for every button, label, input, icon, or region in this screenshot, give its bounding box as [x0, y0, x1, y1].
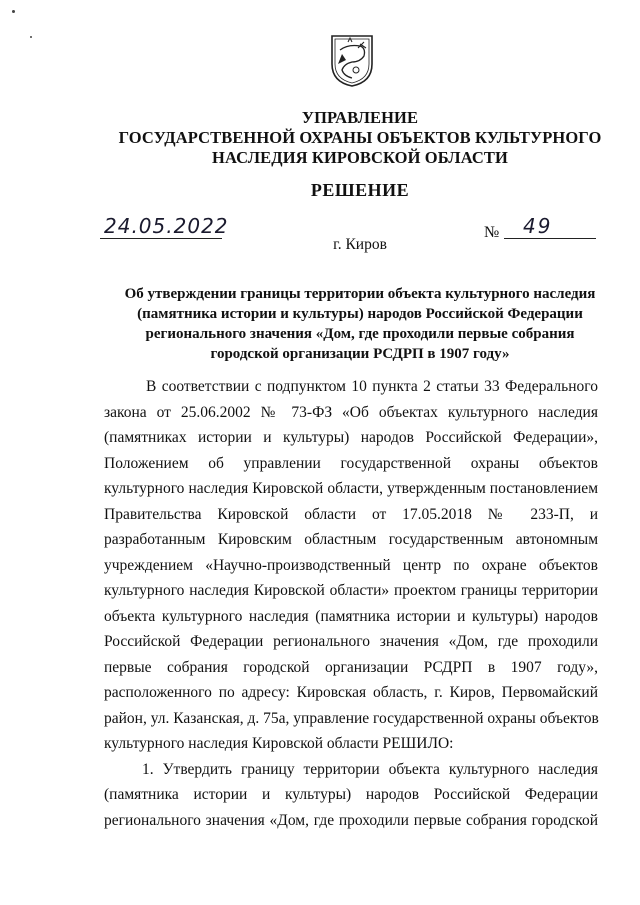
decision-subject: [100, 284, 620, 364]
body-line: (памятника истории и культуры) народов Российской Федерации: [104, 786, 598, 803]
handwritten-date: 24.05.2022: [104, 214, 229, 238]
subject-line: (памятника истории и культуры) народов Российской Федерации: [137, 306, 583, 322]
body-line: закона от 25.06.2002 № 73-ФЗ «Об объектах культурного наследия: [104, 403, 598, 421]
body-line: район, ул. Казанская, д. 75а, управление государственной охраны объектов: [104, 709, 599, 727]
body-line: культурного наследия Кировской области, утвержденным постановлением: [104, 480, 598, 497]
org-line: НАСЛЕДИЯ КИРОВСКОЙ ОБЛАСТИ: [212, 148, 508, 167]
coat-of-arms-emblem: [330, 34, 374, 88]
organization-name: [100, 108, 620, 168]
org-line: УПРАВЛЕНИЕ: [301, 108, 419, 127]
number-sign: №: [484, 224, 500, 241]
city-label: г. Киров: [333, 236, 387, 253]
subject-line: городской организации РСДРП в 1907 году»: [210, 346, 510, 362]
body-line: первые собрания городской организации РСДРП в 1907 году»,: [104, 658, 598, 676]
scan-speck: [12, 10, 15, 13]
body-line: Положением об управлении государственной охраны объектов: [104, 454, 598, 472]
clause-1-line: 1. Утвердить границу территории объекта культурного наследия: [142, 760, 598, 778]
body-line: В соответствии с подпунктом 10 пункта 2 статьи 33 Федерального: [146, 378, 598, 395]
handwritten-number: 49: [523, 214, 553, 238]
body-line: расположенного по адресу: Кировская область, г. Киров, Первомайский: [104, 684, 598, 701]
scan-speck: [30, 36, 32, 38]
body-line: разработанным Кировским областным государственным автономным: [104, 531, 598, 548]
subject-line: регионального значения «Дом, где проходили первые собрания: [145, 326, 575, 342]
body-line: культурного наследия Кировской области» проектом границы территории: [104, 582, 598, 599]
org-line: ГОСУДАРСТВЕННОЙ ОХРАНЫ ОБЪЕКТОВ КУЛЬТУРНОГО: [118, 128, 602, 147]
body-line: учреждением «Научно-производственный центр по охране объектов: [104, 556, 598, 574]
body-line: регионального значения «Дом, где проходили первые собрания городской: [104, 811, 598, 829]
body-line: Правительства Кировской области от 17.05.2018 № 233-П, и: [104, 505, 598, 523]
document-type-title: РЕШЕНИЕ: [310, 180, 410, 200]
decision-body: [104, 374, 598, 833]
body-line: (памятниках истории и культуры) народов Российской Федерации»,: [104, 429, 598, 446]
subject-line: Об утверждении границы территории объекта культурного наследия: [124, 286, 596, 302]
body-line: объекта культурного наследия (памятника истории и культуры) народов: [104, 607, 598, 625]
body-line: Российской Федерации регионального значения «Дом, где проходили: [104, 633, 598, 650]
body-line: культурного наследия Кировской области РЕШИЛО:: [104, 735, 454, 752]
